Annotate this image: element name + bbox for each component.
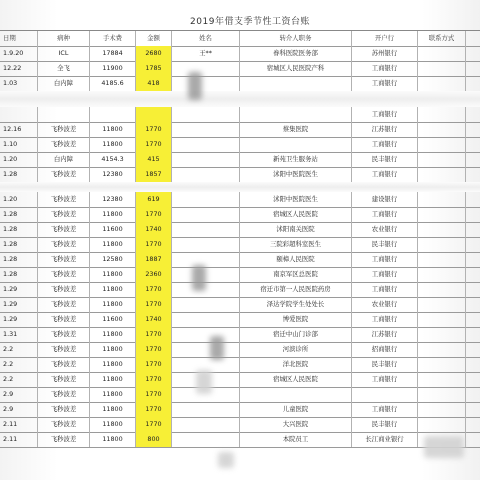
row-contact: [418, 46, 466, 61]
table-row: [0, 46, 480, 62]
row-bank: 长江商业银行: [352, 432, 418, 447]
row-disease: ICL: [38, 46, 90, 61]
row-name: [172, 237, 240, 252]
row-fee: 11800: [90, 122, 136, 137]
table-row: [0, 312, 480, 328]
row-name: [172, 222, 240, 237]
row-name: [172, 107, 240, 122]
row-date: 12.22: [0, 61, 38, 76]
row-disease: 飞秒波差: [38, 387, 90, 402]
row-date: 1.29: [0, 297, 38, 312]
row-amount: 1770: [136, 387, 172, 402]
row-date: 1.28: [0, 222, 38, 237]
row-referrer: 洋北医院: [240, 357, 352, 372]
row-date: 1.28: [0, 267, 38, 282]
row-fee: 4185.6: [90, 76, 136, 91]
row-referrer: 本院员工: [240, 432, 352, 447]
row-name: [172, 432, 240, 447]
header-disease: 病种: [38, 31, 90, 46]
row-amount: 1770: [136, 402, 172, 417]
row-date: 1.28: [0, 252, 38, 267]
row-fee: 11800: [90, 237, 136, 252]
row-amount: 1770: [136, 372, 172, 387]
row-date: 2.2: [0, 357, 38, 372]
row-amount: [136, 107, 172, 122]
row-amount: 1770: [136, 297, 172, 312]
table-row: [0, 222, 480, 238]
row-name: [172, 297, 240, 312]
row-extra: [466, 432, 480, 447]
row-name: [172, 137, 240, 152]
row-disease: 飞秒波差: [38, 372, 90, 387]
row-fee: 12380: [90, 192, 136, 207]
table-row: [0, 122, 480, 138]
row-amount: 1887: [136, 252, 172, 267]
row-extra: [466, 357, 480, 372]
row-referrer: [240, 137, 352, 152]
row-fee: 11800: [90, 327, 136, 342]
table-row: [0, 342, 480, 358]
row-date: 1.29: [0, 282, 38, 297]
row-extra: [466, 167, 480, 182]
table-row: [0, 252, 480, 268]
row-contact: [418, 417, 466, 432]
row-amount: 1740: [136, 312, 172, 327]
row-bank: 民丰银行: [352, 357, 418, 372]
row-contact: [418, 122, 466, 137]
header-name: 姓名: [172, 31, 240, 46]
row-disease: 飞秒波差: [38, 267, 90, 282]
row-date: 1.28: [0, 167, 38, 182]
row-amount: 1770: [136, 122, 172, 137]
row-referrer: 蔡集医院: [240, 122, 352, 137]
row-contact: [418, 297, 466, 312]
row-disease: 白内障: [38, 152, 90, 167]
row-fee: 11800: [90, 387, 136, 402]
row-amount: 1857: [136, 167, 172, 182]
header-fee: 手术费: [90, 31, 136, 46]
row-date: 2.2: [0, 372, 38, 387]
row-bank: 工商银行: [352, 267, 418, 282]
row-fee: 4154.3: [90, 152, 136, 167]
row-contact: [418, 167, 466, 182]
row-contact: [418, 327, 466, 342]
row-disease: 飞秒波差: [38, 432, 90, 447]
row-referrer: 颐樟人民医院: [240, 252, 352, 267]
redaction-smudge: [196, 370, 212, 394]
row-bank: 苏州银行: [352, 46, 418, 61]
row-referrer: 泽达学院学生处处长: [240, 297, 352, 312]
row-contact: [418, 252, 466, 267]
row-referrer: 眷科医院医务部: [240, 46, 352, 61]
ledger-table: [0, 30, 480, 443]
header-referrer: 转介人职务: [240, 31, 352, 46]
row-amount: 1740: [136, 222, 172, 237]
row-referrer: 博爱医院: [240, 312, 352, 327]
row-contact: [418, 61, 466, 76]
row-name: 王**: [172, 46, 240, 61]
row-name: [172, 61, 240, 76]
row-fee: 11800: [90, 417, 136, 432]
row-extra: [466, 387, 480, 402]
row-referrer: [240, 107, 352, 122]
row-disease: 飞秒波差: [38, 297, 90, 312]
row-disease: 全飞: [38, 61, 90, 76]
redaction-smudge: [424, 436, 464, 458]
table-row: [0, 207, 480, 223]
row-date: 1.9.20: [0, 46, 38, 61]
row-amount: 619: [136, 192, 172, 207]
row-referrer: 沭阳南关医院: [240, 222, 352, 237]
row-disease: 飞秒波差: [38, 222, 90, 237]
row-bank: [352, 387, 418, 402]
row-extra: [466, 402, 480, 417]
row-date: [0, 107, 38, 122]
row-name: [172, 252, 240, 267]
row-contact: [418, 222, 466, 237]
row-fee: 11800: [90, 372, 136, 387]
row-bank: 工商银行: [352, 167, 418, 182]
row-extra: [466, 252, 480, 267]
row-fee: 11600: [90, 222, 136, 237]
row-bank: 民丰银行: [352, 417, 418, 432]
row-fee: 12580: [90, 252, 136, 267]
row-amount: 1770: [136, 137, 172, 152]
row-fee: 11800: [90, 342, 136, 357]
row-referrer: 三院彩超科室医生: [240, 237, 352, 252]
table-header-row: [0, 31, 480, 47]
table-row: [0, 237, 480, 253]
redaction-smudge: [210, 336, 224, 360]
page-fold-gap: [0, 182, 480, 192]
row-date: 2.11: [0, 432, 38, 447]
row-extra: [466, 76, 480, 91]
row-fee: 11800: [90, 297, 136, 312]
row-contact: [418, 267, 466, 282]
row-extra: [466, 342, 480, 357]
row-fee: 11800: [90, 137, 136, 152]
row-disease: 飞秒波差: [38, 402, 90, 417]
page-fold-gap: [0, 91, 480, 107]
row-fee: 11800: [90, 267, 136, 282]
row-name: [172, 267, 240, 282]
row-bank: 工商银行: [352, 252, 418, 267]
row-contact: [418, 237, 466, 252]
row-fee: 12380: [90, 167, 136, 182]
row-date: 1.20: [0, 192, 38, 207]
row-bank: 民丰银行: [352, 237, 418, 252]
row-disease: 飞秒波差: [38, 327, 90, 342]
row-contact: [418, 137, 466, 152]
row-bank: 工商银行: [352, 207, 418, 222]
table-row: [0, 297, 480, 313]
row-contact: [418, 387, 466, 402]
table-row: [0, 387, 480, 403]
row-date: 2.2: [0, 342, 38, 357]
redaction-smudge: [192, 265, 206, 291]
row-disease: 飞秒波差: [38, 167, 90, 182]
row-contact: [418, 207, 466, 222]
header-bank: 开户行: [352, 31, 418, 46]
row-contact: [418, 312, 466, 327]
table-row: [0, 107, 480, 123]
row-referrer: 沭阳中医院医生: [240, 167, 352, 182]
row-extra: [466, 327, 480, 342]
row-bank: 工商银行: [352, 107, 418, 122]
row-referrer: 河滨诊所: [240, 342, 352, 357]
row-disease: 飞秒波差: [38, 417, 90, 432]
row-date: 2.11: [0, 417, 38, 432]
row-amount: 1770: [136, 282, 172, 297]
row-amount: 418: [136, 76, 172, 91]
row-bank: 民丰银行: [352, 152, 418, 167]
row-fee: 11800: [90, 432, 136, 447]
row-amount: 1770: [136, 342, 172, 357]
row-contact: [418, 76, 466, 91]
row-date: 1.10: [0, 137, 38, 152]
row-referrer: [240, 76, 352, 91]
row-date: 1.28: [0, 237, 38, 252]
sheet-title: 2019年借支季节性工资台账: [190, 17, 310, 27]
row-contact: [418, 402, 466, 417]
row-fee: 11800: [90, 402, 136, 417]
row-date: 2.9: [0, 402, 38, 417]
row-referrer: 宿城区人民医院: [240, 372, 352, 387]
row-referrer: 宿迁市第一人民医院药房: [240, 282, 352, 297]
row-amount: 2360: [136, 267, 172, 282]
table-row: [0, 137, 480, 153]
row-name: [172, 342, 240, 357]
row-extra: [466, 222, 480, 237]
row-referrer: 沭阳中医院医生: [240, 192, 352, 207]
row-name: [172, 167, 240, 182]
table-row: [0, 432, 480, 448]
row-disease: 飞秒波差: [38, 192, 90, 207]
row-name: [172, 417, 240, 432]
row-bank: 工商银行: [352, 282, 418, 297]
row-bank: 农业银行: [352, 222, 418, 237]
row-extra: [466, 417, 480, 432]
row-extra: [466, 372, 480, 387]
row-date: 1.03: [0, 76, 38, 91]
row-disease: 飞秒波差: [38, 342, 90, 357]
row-bank: 农业银行: [352, 297, 418, 312]
row-name: [172, 327, 240, 342]
row-fee: [90, 107, 136, 122]
row-bank: 工商银行: [352, 61, 418, 76]
row-extra: [466, 207, 480, 222]
row-disease: 白内障: [38, 76, 90, 91]
row-name: [172, 312, 240, 327]
row-amount: 1785: [136, 61, 172, 76]
row-contact: [418, 192, 466, 207]
row-name: [172, 76, 240, 91]
row-referrer: 儿童医院: [240, 402, 352, 417]
row-amount: 1770: [136, 207, 172, 222]
row-date: 2.9: [0, 387, 38, 402]
row-extra: [466, 297, 480, 312]
row-referrer: 宿迁中山门诊部: [240, 327, 352, 342]
row-referrer: 宿城区人民医院: [240, 207, 352, 222]
row-extra: [466, 237, 480, 252]
row-referrer: 宿城区人民医院产科: [240, 61, 352, 76]
row-disease: 飞秒波差: [38, 312, 90, 327]
table-row: [0, 402, 480, 418]
row-disease: 飞秒波差: [38, 282, 90, 297]
row-fee: 17884: [90, 46, 136, 61]
row-contact: [418, 342, 466, 357]
row-name: [172, 122, 240, 137]
row-bank: 江苏银行: [352, 122, 418, 137]
row-bank: 工商银行: [352, 372, 418, 387]
table-row: [0, 192, 480, 208]
row-date: 1.31: [0, 327, 38, 342]
row-date: 1.28: [0, 207, 38, 222]
row-extra: [466, 282, 480, 297]
row-fee: 11800: [90, 207, 136, 222]
row-bank: 工商银行: [352, 402, 418, 417]
header-amount: 金额: [136, 31, 172, 46]
row-disease: 飞秒波差: [38, 207, 90, 222]
row-referrer: [240, 387, 352, 402]
row-referrer: 大兴医院: [240, 417, 352, 432]
row-fee: 11600: [90, 312, 136, 327]
row-disease: 飞秒波差: [38, 137, 90, 152]
row-disease: 飞秒波差: [38, 122, 90, 137]
table-row: [0, 152, 480, 168]
table-row: [0, 372, 480, 388]
row-extra: [466, 107, 480, 122]
row-contact: [418, 282, 466, 297]
table-row: [0, 357, 480, 373]
row-bank: 招商银行: [352, 342, 418, 357]
row-amount: 1770: [136, 417, 172, 432]
row-disease: 飞秒波差: [38, 237, 90, 252]
row-name: [172, 402, 240, 417]
header-extra: [466, 31, 480, 46]
row-contact: [418, 152, 466, 167]
row-bank: 工商银行: [352, 312, 418, 327]
row-date: 1.20: [0, 152, 38, 167]
row-date: 1.29: [0, 312, 38, 327]
row-amount: 415: [136, 152, 172, 167]
row-bank: 工商银行: [352, 137, 418, 152]
row-referrer: 新苑卫生服务站: [240, 152, 352, 167]
row-extra: [466, 267, 480, 282]
table-row: [0, 327, 480, 343]
table-row: [0, 167, 480, 183]
row-amount: 800: [136, 432, 172, 447]
table-row: [0, 61, 480, 77]
row-extra: [466, 312, 480, 327]
row-extra: [466, 46, 480, 61]
row-fee: 11900: [90, 61, 136, 76]
row-name: [172, 207, 240, 222]
row-contact: [418, 372, 466, 387]
row-name: [172, 152, 240, 167]
table-row: [0, 267, 480, 283]
row-referrer: 南京军区总医院: [240, 267, 352, 282]
row-disease: [38, 107, 90, 122]
row-bank: 工商银行: [352, 76, 418, 91]
redaction-smudge: [218, 452, 234, 468]
row-extra: [466, 137, 480, 152]
table-row: [0, 417, 480, 433]
row-disease: 飞秒波差: [38, 357, 90, 372]
row-contact: [418, 107, 466, 122]
row-amount: 1770: [136, 327, 172, 342]
header-contact: 联系方式: [418, 31, 466, 46]
row-contact: [418, 357, 466, 372]
row-extra: [466, 122, 480, 137]
row-bank: 建设银行: [352, 192, 418, 207]
row-date: 12.16: [0, 122, 38, 137]
row-disease: 飞秒波差: [38, 252, 90, 267]
row-bank: 江苏银行: [352, 327, 418, 342]
row-fee: 11800: [90, 357, 136, 372]
redaction-smudge: [188, 72, 202, 100]
header-date: 日期: [0, 31, 38, 46]
row-amount: 1770: [136, 357, 172, 372]
row-extra: [466, 61, 480, 76]
row-fee: 11800: [90, 282, 136, 297]
row-extra: [466, 192, 480, 207]
table-row: [0, 76, 480, 92]
table-row: [0, 282, 480, 298]
row-extra: [466, 152, 480, 167]
row-amount: 2680: [136, 46, 172, 61]
row-amount: 1770: [136, 237, 172, 252]
row-name: [172, 192, 240, 207]
row-name: [172, 282, 240, 297]
